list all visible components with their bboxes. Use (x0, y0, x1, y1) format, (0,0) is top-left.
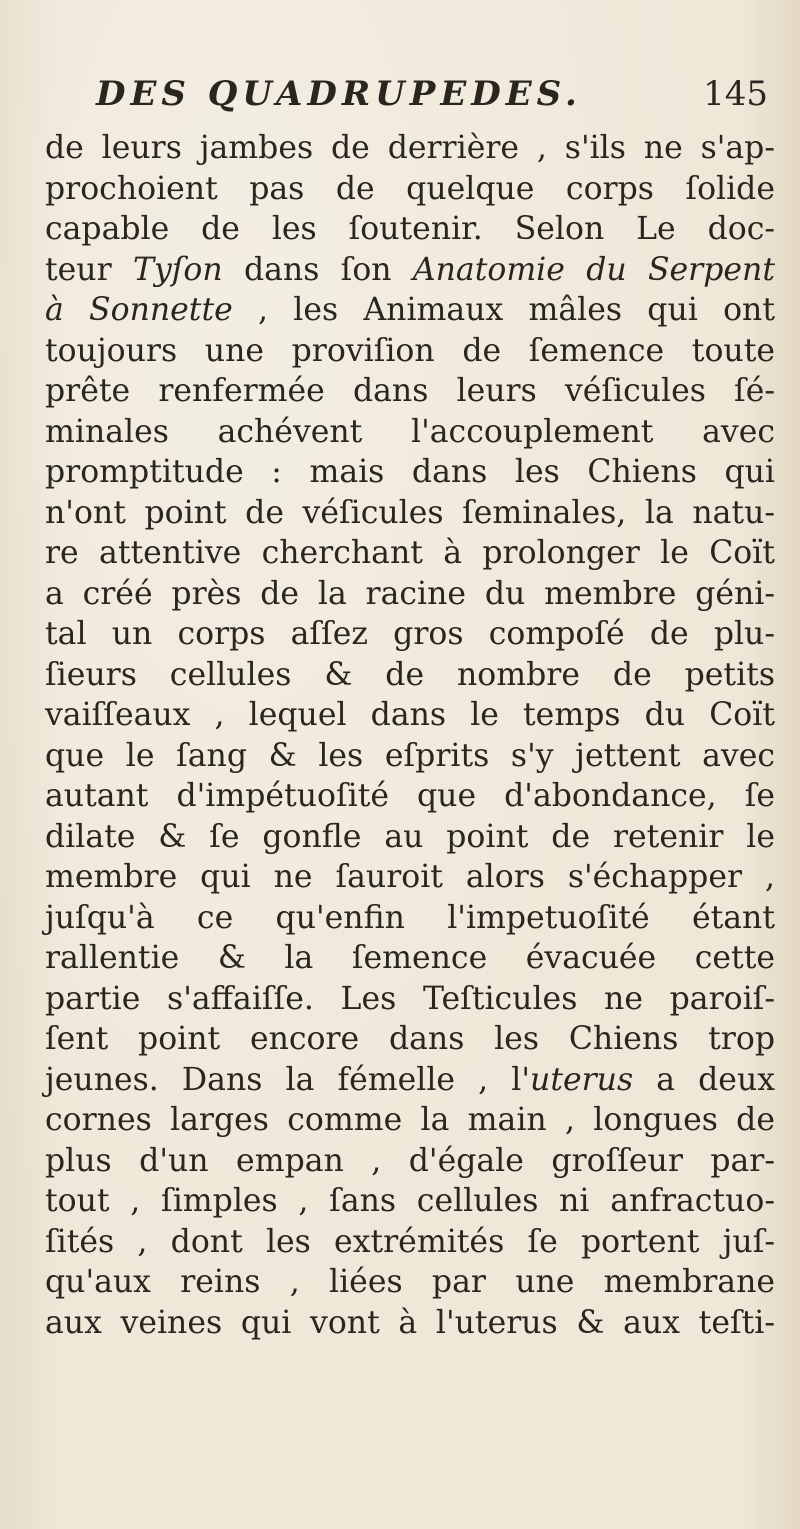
text-segment: ſieurs cellules & de nombre de petits (45, 656, 775, 693)
text-line (45, 695, 775, 736)
text-segment: juſqu'à ce qu'enfin l'impetuoſité étant (45, 899, 775, 936)
text-segment: promptitude : mais dans les Chiens qui (45, 454, 775, 490)
text-segment: dans ſon (222, 251, 413, 288)
text-segment: jeunes. Dans la fémelle , l' (45, 1061, 531, 1098)
text-line (45, 614, 775, 655)
text-segment: que le ſang & les eſprits s'y jettent avec (45, 737, 775, 774)
text-segment: minales achévent l'accouplement avec (45, 413, 775, 450)
text-line (45, 898, 775, 939)
text-segment: rallentie & la ſemence évacuée cette (45, 940, 775, 976)
text-line (45, 736, 775, 777)
text-line (45, 1100, 775, 1141)
text-segment: qu'aux reins , liées par une membrane (45, 1264, 775, 1300)
text-segment: a deux (633, 1061, 775, 1098)
page-number: 145 (703, 74, 768, 114)
italic-text-segment: Tyſon (132, 251, 223, 288)
text-line (45, 857, 775, 898)
text-segment: plus d'un empan , d'égale groſſeur par- (45, 1142, 775, 1179)
text-segment: prête renfermée dans leurs véſicules ſé- (45, 373, 775, 409)
text-segment: ſent point encore dans les Chiens trop (45, 1021, 775, 1057)
text-line (45, 412, 775, 453)
text-line (45, 1181, 775, 1222)
text-line (45, 938, 775, 979)
text-line (45, 371, 775, 412)
italic-text-segment: à Sonnette (45, 292, 233, 328)
text-line (45, 331, 775, 372)
text-segment: aux veines qui vont à l'uterus & aux teſti- (45, 1304, 775, 1341)
text-line (45, 979, 775, 1020)
text-segment: ſités , dont les extrémités ſe portent juſ- (45, 1223, 775, 1260)
text-segment: n'ont point de véſicules ſeminales, la natu- (45, 494, 775, 531)
text-line (45, 1222, 775, 1263)
text-segment: de leurs jambes de derrière , s'ils ne s'ap- (45, 130, 775, 166)
text-segment: autant d'impétuoſité que d'abondance, ſe (45, 778, 775, 814)
text-segment: a créé près de la racine du membre géni- (45, 575, 775, 612)
text-segment: cornes larges comme la main , longues de (45, 1102, 775, 1138)
text-segment: toujours une proviſion de ſemence toute (45, 332, 775, 369)
text-segment: partie s'affaiſſe. Les Teſticules ne paroiſ- (45, 980, 775, 1017)
text-segment: re attentive cherchant à prolonger le Coït (45, 535, 775, 571)
italic-text-segment: uterus (530, 1061, 634, 1098)
text-line (45, 574, 775, 615)
text-segment: vaiſſeaux , lequel dans le temps du Coït (45, 697, 775, 733)
text-line (45, 290, 775, 331)
text-line (45, 1262, 775, 1303)
text-line (45, 776, 775, 817)
text-segment: , les Animaux mâles qui ont (232, 292, 775, 328)
text-line (45, 655, 775, 696)
running-title: DES QUADRUPEDES. (96, 74, 582, 114)
text-segment: dilate & ſe gonfle au point de retenir le (45, 818, 775, 855)
text-segment: capable de les ſoutenir. Selon Le doc- (45, 211, 775, 247)
text-line (45, 493, 775, 534)
text-segment: membre qui ne ſauroit alors s'échapper , (45, 859, 775, 895)
text-line (45, 1060, 775, 1101)
text-line (45, 128, 775, 169)
italic-text-segment: Anatomie du Serpent (412, 251, 775, 288)
page-header (96, 72, 768, 132)
text-line (45, 1141, 775, 1182)
text-segment: prochoient pas de quelque corps ſolide (45, 170, 775, 207)
text-line (45, 817, 775, 858)
text-line (45, 452, 775, 493)
text-line (45, 250, 775, 291)
text-line (45, 209, 775, 250)
text-line (45, 1019, 775, 1060)
text-segment: tal un corps aſſez gros compoſé de plu- (45, 616, 775, 652)
text-line (45, 533, 775, 574)
text-segment: tout , ſimples , ſans cellules ni anfractuo- (45, 1183, 775, 1219)
text-line (45, 169, 775, 210)
body-text (45, 128, 775, 1343)
text-line (45, 1303, 775, 1344)
text-segment: teur (45, 251, 133, 288)
